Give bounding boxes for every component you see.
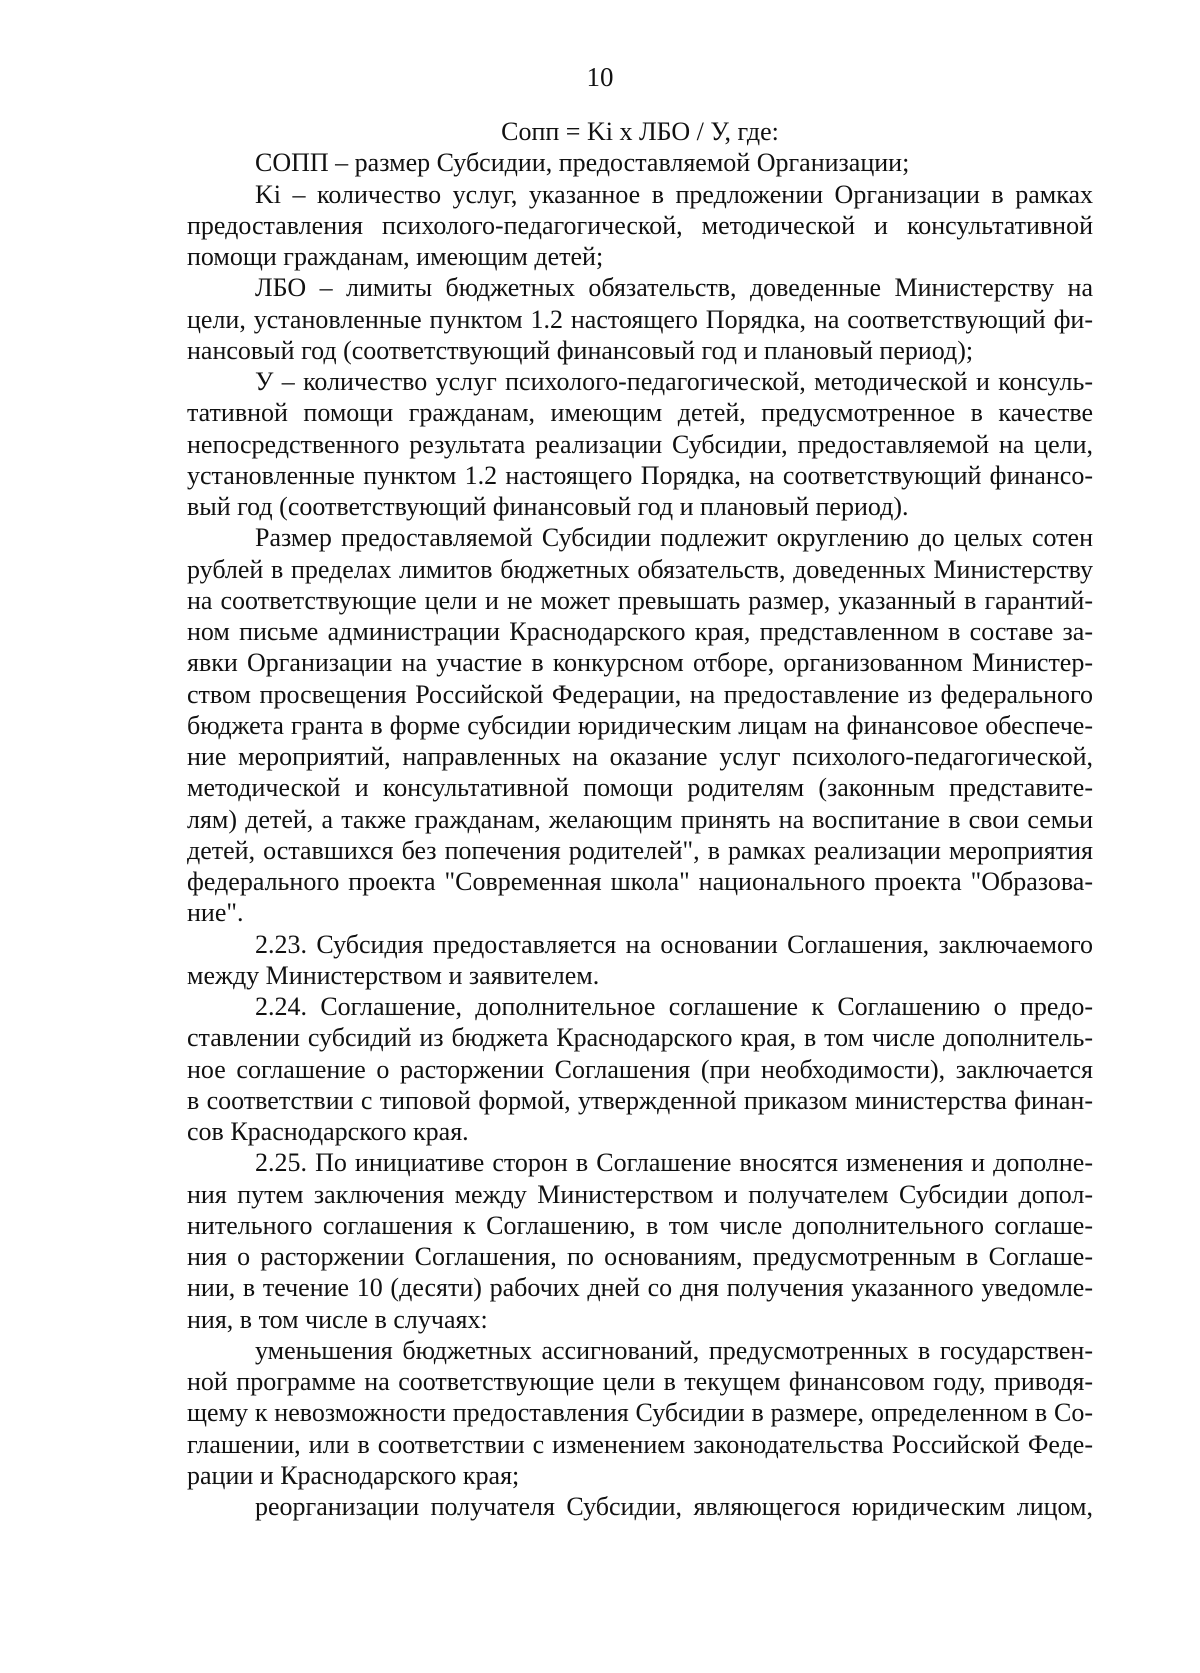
text-line: ния, в том числе в случаях: [187, 1304, 488, 1334]
clause-2-23 [187, 929, 1093, 992]
text-line: в соответствии с типовой формой, утвержденной приказом министерства финан- [187, 1085, 1093, 1115]
text-line: на соответствующие цели и не может превышать размер, указанный в гарантий- [187, 585, 1093, 615]
text-line: ЛБО – лимиты бюджетных обязательств, доведенные Министерству на [255, 273, 1093, 303]
text-line: бюджета гранта в форме субсидии юридическим лицам на финансовое обеспече- [187, 710, 1093, 740]
formula-line: Сопп = Ki x ЛБО / У, где: [501, 117, 779, 146]
document-body [187, 116, 1093, 1522]
text-line: цели, установленные пунктом 1.2 настоящего Порядка, на соответствующий фи- [187, 304, 1093, 334]
text-line: рублей в пределах лимитов бюджетных обязательств, доведенных Министерству [187, 554, 1093, 584]
text-line: 2.23. Субсидия предоставляется на основании Соглашения, заключаемого [255, 929, 1093, 959]
text-line: явки Организации на участие в конкурсном отборе, организованном Министер- [187, 648, 1093, 678]
text-line: ния о расторжении Соглашения, по основаниям, предусмотренным в Соглаше- [187, 1242, 1093, 1271]
case-reorganization [187, 1491, 1093, 1522]
text-line: сов Краснодарского края. [187, 1117, 469, 1146]
text-line: ном письме администрации Краснодарского края, представленном в составе за- [187, 617, 1093, 646]
text-line: непосредственного результата реализации Субсидии, предоставляемой на цели, [187, 429, 1093, 459]
text-line: рации и Краснодарского края; [187, 1460, 520, 1490]
text-line: Ki – количество услуг, указанное в предложении Организации в рамках [255, 179, 1093, 209]
paragraph-rounding [187, 522, 1093, 928]
text-line: нии, в течение 10 (десяти) рабочих дней со дня получения указанного уведомле- [187, 1273, 1093, 1303]
clause-2-24 [187, 991, 1093, 1147]
text-line: ством просвещения Российской Федерации, на предоставление из федерального [187, 679, 1093, 709]
text-line: щему к невозможности предоставления Субсидии в размере, определенном в Со- [187, 1398, 1093, 1428]
text-line: между Министерством и заявителем. [187, 960, 600, 990]
text-line: детей, оставшихся без попечения родителей", в рамках реализации мероприятия [187, 835, 1093, 865]
text-line: ное соглашение о расторжении Соглашения (при необходимости), заключается [187, 1054, 1093, 1084]
text-line: вый год (соответствующий финансовый год и плановый период). [187, 492, 909, 521]
text-line: федерального проекта "Современная школа" национального проекта "Образова- [187, 867, 1093, 896]
text-line: тативной помощи гражданам, имеющим детей, предусмотренное в качестве [187, 398, 1093, 428]
text-line: Размер предоставляемой Субсидии подлежит округлению до целых сотен [255, 523, 1093, 553]
text-line: 2.24. Соглашение, дополнительное соглашение к Соглашению о предо- [255, 992, 1093, 1021]
text-line: нительного соглашения к Соглашению, в том числе дополнительного соглаше- [187, 1210, 1093, 1240]
case-budget-reduction [187, 1335, 1093, 1491]
text-line: уменьшения бюджетных ассигнований, предусмотренных в государствен- [255, 1335, 1093, 1365]
text-line: ние". [187, 898, 244, 928]
text-line: СОПП – размер Субсидии, предоставляемой Организации; [255, 148, 910, 178]
definition-lbo [187, 272, 1093, 366]
text-line: нансовый год (соответствующий финансовый год и плановый период); [187, 335, 974, 365]
text-line: 2.25. По инициативе сторон в Соглашение вносятся изменения и дополне- [255, 1148, 1093, 1178]
clause-2-25 [187, 1147, 1093, 1335]
text-line: ния путем заключения между Министерством и получателем Субсидии допол- [187, 1179, 1093, 1209]
text-line: У – количество услуг психолого-педагогической, методической и консуль- [255, 367, 1093, 396]
definition-u [187, 366, 1093, 522]
text-line: реорганизации получателя Субсидии, являющегося юридическим лицом, [255, 1492, 1093, 1521]
text-line: предоставления психолого-педагогической, методической и консультативной [187, 210, 1093, 240]
definition-ki [187, 179, 1093, 273]
text-line: ставлении субсидий из бюджета Краснодарского края, в том числе дополнитель- [187, 1023, 1093, 1053]
text-line: методической и консультативной помощи родителям (законным представите- [187, 773, 1093, 803]
text-line: ние мероприятий, направленных на оказание услуг психолого-педагогической, [187, 742, 1093, 771]
text-line: ной программе на соответствующие цели в текущем финансовом году, приводя- [187, 1367, 1093, 1396]
definition-sopp [187, 147, 1093, 178]
text-line: глашении, или в соответствии с изменением законодательства Российской Феде- [187, 1429, 1093, 1459]
text-line: лям) детей, а также гражданам, желающим принять на воспитание в свои семьи [187, 804, 1093, 834]
text-line: помощи гражданам, имеющим детей; [187, 242, 604, 271]
page-number: 10 [586, 62, 614, 92]
text-line: установленные пунктом 1.2 настоящего Порядка, на соответствующий финансо- [187, 460, 1093, 490]
